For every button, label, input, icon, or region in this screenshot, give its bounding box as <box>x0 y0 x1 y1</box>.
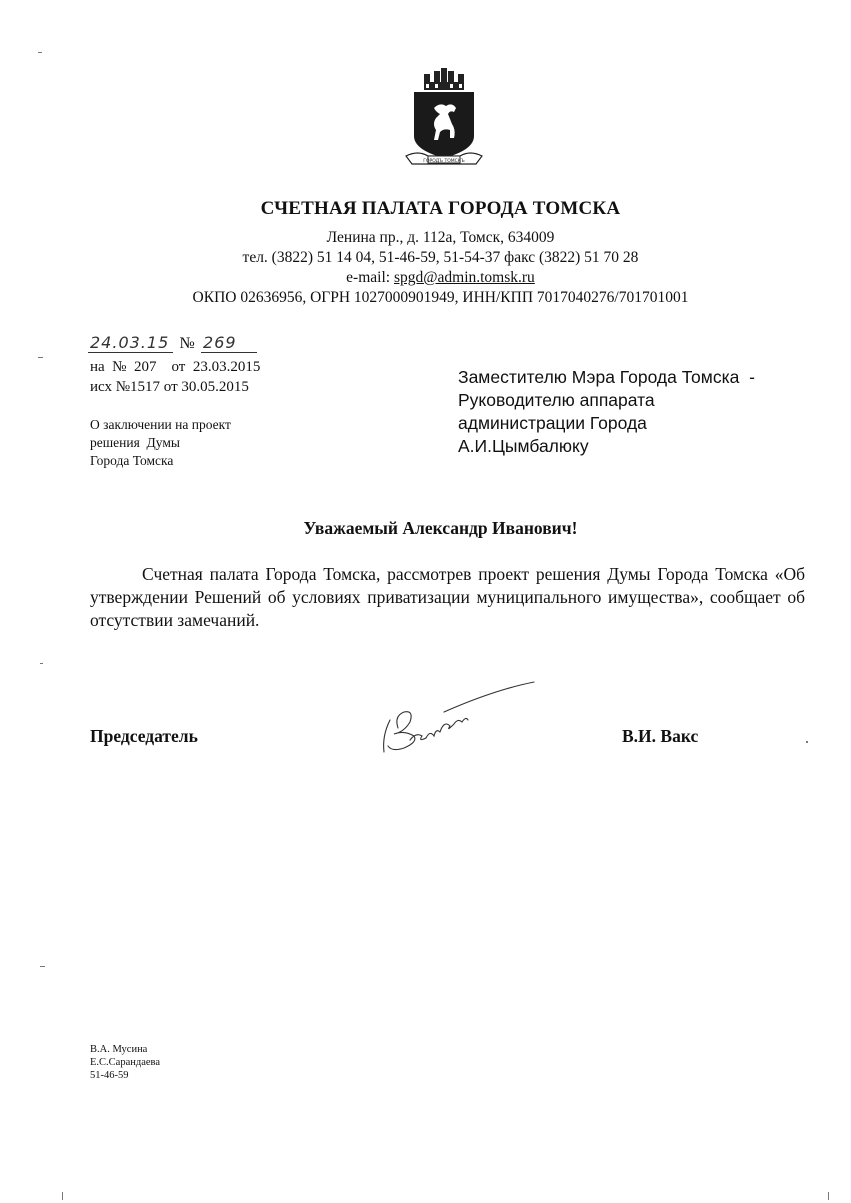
outgoing-registration <box>88 333 257 353</box>
executor-phone: 51-46-59 <box>90 1070 129 1081</box>
subject-line: Города Томска <box>90 453 174 468</box>
scan-mark <box>62 1192 63 1200</box>
addressee-line: администрации Города <box>458 413 647 433</box>
coat-of-arms-ribbon-text: ГОРОДЪ ТОМСКЪ <box>423 159 465 164</box>
email-link[interactable]: spgd@admin.tomsk.ru <box>393 269 535 286</box>
scan-mark <box>40 663 43 664</box>
addressee-line: А.И.Цымбалюку <box>458 436 589 456</box>
executors-block <box>90 1043 160 1082</box>
scan-mark <box>828 1192 829 1200</box>
subject-line: решения Думы <box>90 435 180 450</box>
executor-line: В.А. Мусина <box>90 1044 148 1055</box>
number-sign: № <box>179 335 195 352</box>
executor-line: Е.С.Сарандаева <box>90 1057 161 1068</box>
letter-body: Счетная палата Города Томска, рассмотрев проект решения Думы Города Томска «Об утверждении Решений об условиях приватизации муниципального имущества», сообщает об отсутствии замечаний. <box>90 564 805 630</box>
addressee-block <box>458 366 755 458</box>
scan-mark <box>806 741 808 743</box>
signer-position: Председатель <box>90 726 198 746</box>
reference-line-1: на № 207 от 23.03.2015 <box>90 359 261 375</box>
outgoing-date: 24.03.15 <box>88 333 173 353</box>
handwritten-signature-icon <box>374 676 544 762</box>
addressee-line: Заместителю Мэра Города Томска - <box>458 367 755 387</box>
signer-name: В.И. Вакс <box>622 726 699 746</box>
tomsk-coat-of-arms-icon <box>404 68 484 170</box>
letter-subject <box>90 416 310 470</box>
addressee-line: Руководителю аппарата <box>458 390 655 410</box>
email-prefix: e-mail: <box>346 269 394 286</box>
scan-mark <box>38 357 43 358</box>
organization-codes: ОКПО 02636956, ОГРН 1027000901949, ИНН/КПП 7017040276/701701001 <box>192 289 689 306</box>
outgoing-number: 269 <box>201 333 257 353</box>
scan-mark <box>40 966 45 967</box>
organization-address: Ленина пр., д. 112а, Томск, 634009 <box>326 229 555 246</box>
organization-title: СЧЕТНАЯ ПАЛАТА ГОРОДА ТОМСКА <box>260 198 621 219</box>
scan-mark <box>38 52 42 53</box>
reference-line-2: исх №1517 от 30.05.2015 <box>90 379 249 395</box>
subject-line: О заключении на проект <box>90 417 231 432</box>
salutation: Уважаемый Александр Иванович! <box>303 518 578 538</box>
organization-phones: тел. (3822) 51 14 04, 51-46-59, 51-54-37 факс (3822) 51 70 28 <box>242 249 639 266</box>
organization-email-line <box>15 268 851 287</box>
